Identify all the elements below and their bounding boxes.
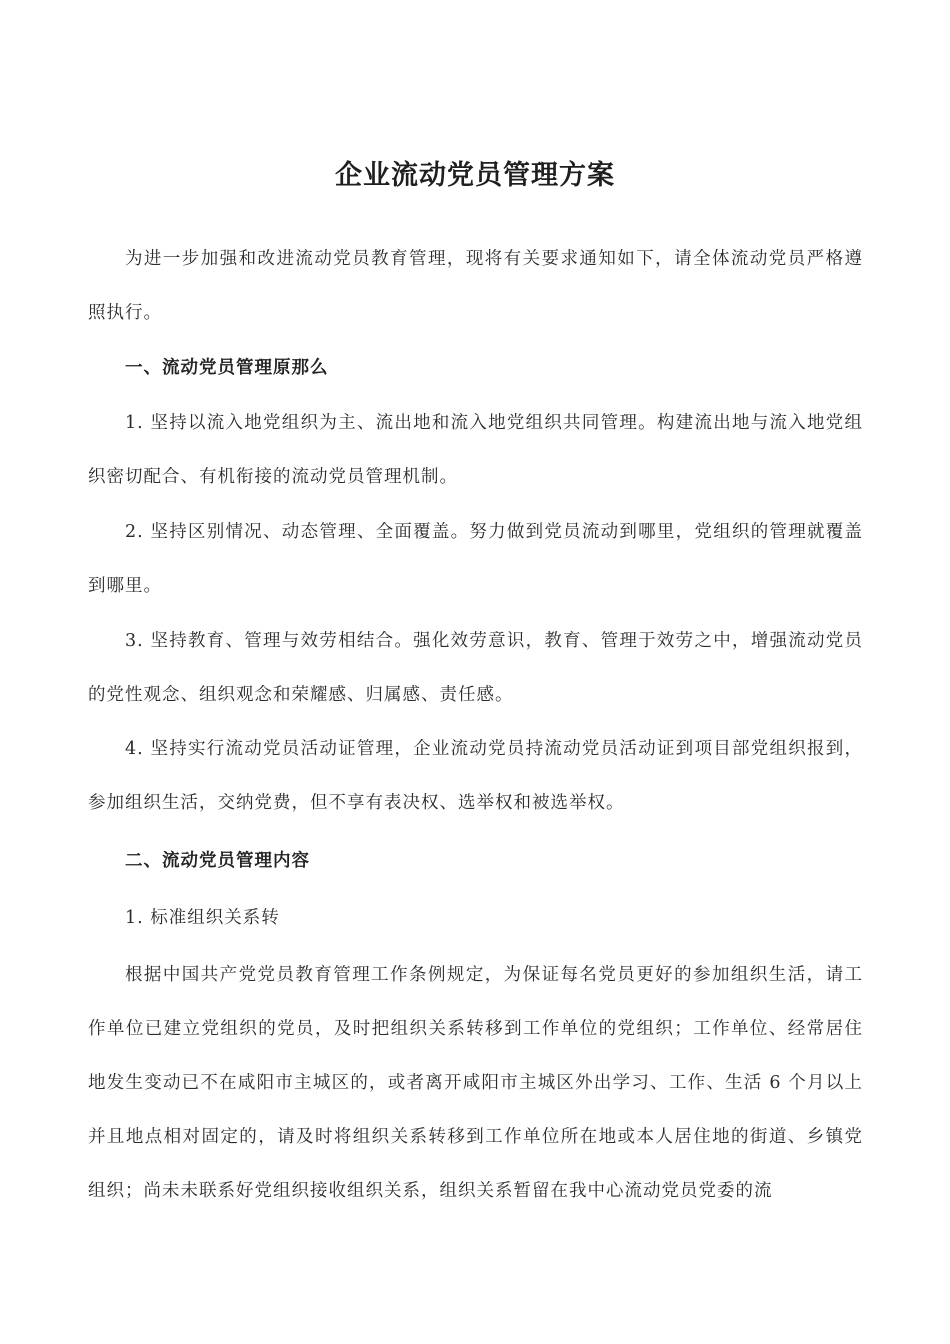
section-2-heading: 二、流动党员管理内容 [125,851,310,871]
section-1-item-3: 3. 坚持教育、管理与效劳相结合。强化效劳意识，教育、管理于效劳之中，增强流动党员的党性观念、组织观念和荣耀感、归属感、责任感。 [88,631,863,705]
intro-paragraph: 为进一步加强和改进流动党员教育管理，现将有关要求通知如下，请全体流动党员严格遵照执行。 [88,249,863,323]
section-1-item-2: 2. 坚持区别情况、动态管理、全面覆盖。努力做到党员流动到哪里，党组织的管理就覆盖到哪里。 [88,522,863,596]
section-1-item-1: 1. 坚持以流入地党组织为主、流出地和流入地党组织共同管理。构建流出地与流入地党组织密切配合、有机衔接的流动党员管理机制。 [88,413,863,487]
document-title: 企业流动党员管理方案 [335,160,615,191]
section-1-heading: 一、流动党员管理原那么 [125,358,329,378]
section-2-paragraph: 根据中国共产党党员教育管理工作条例规定，为保证每名党员更好的参加组织生活，请工作单位已建立党组织的党员，及时把组织关系转移到工作单位的党组织；工作单位、经常居住地发生变动已不在咸阳市主城区的，或者离开咸阳市主城区外出学习、工作、生活 6 个月以上并且地点相对固定的，请及时将组织关系转移到工作单位所在地或本人居住地的街道、乡镇党组织；尚未未联系好党组织接收组织关系，组织关系暂留在我中心流动党员党委的流 [88,965,863,1201]
section-2-subheading: 1. 标准组织关系转 [125,908,280,928]
section-1-item-4: 4. 坚持实行流动党员活动证管理，企业流动党员持流动党员活动证到项目部党组织报到，参加组织生活，交纳党费，但不享有表决权、选举权和被选举权。 [88,739,863,813]
